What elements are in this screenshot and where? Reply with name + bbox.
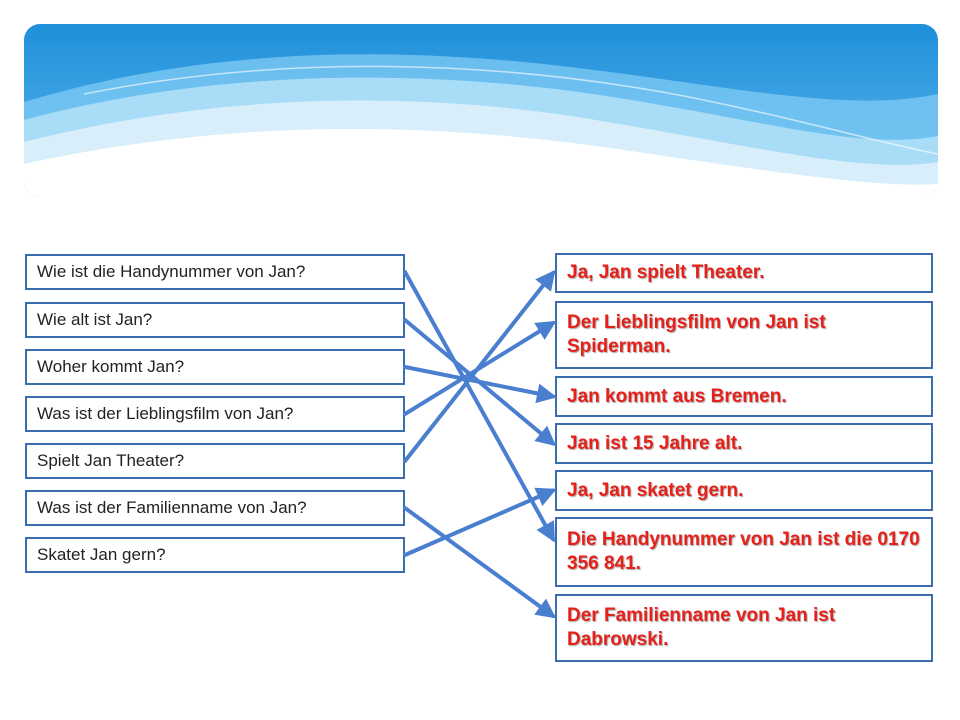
question-label: Was ist der Familienname von Jan? [37, 498, 307, 517]
question-box-2[interactable] [25, 302, 405, 338]
question-label: Wie ist die Handynummer von Jan? [37, 262, 306, 281]
question-label: Skatet Jan gern? [37, 545, 166, 564]
header-wave-banner [24, 24, 938, 196]
arrow-q6-a7 [405, 508, 553, 616]
question-label: Woher kommt Jan? [37, 357, 185, 376]
question-box-6[interactable] [25, 490, 405, 526]
arrow-q3-a3 [405, 367, 553, 397]
answer-box-4[interactable] [555, 423, 933, 464]
answer-label: Der Familienname von Jan ist Dabrowski. [567, 605, 836, 650]
arrow-q5-a1 [405, 273, 553, 461]
question-label: Spielt Jan Theater? [37, 451, 185, 470]
arrow-q4-a2 [405, 323, 553, 414]
arrow-q2-a4 [405, 320, 553, 444]
question-label: Was ist der Lieblingsfilm von Jan? [37, 404, 294, 423]
answer-label: Die Handynummer von Jan ist die 0170 356 841. [567, 529, 920, 574]
answer-label: Ja, Jan skatet gern. [567, 479, 744, 501]
answer-box-7[interactable] [555, 594, 933, 662]
answer-label: Jan kommt aus Bremen. [567, 385, 787, 407]
answer-box-5[interactable] [555, 470, 933, 511]
answer-label: Der Lieblingsfilm von Jan ist Spiderman. [567, 312, 826, 357]
question-box-4[interactable] [25, 396, 405, 432]
arrow-q1-a6 [405, 272, 553, 539]
answer-box-2[interactable] [555, 301, 933, 369]
question-box-3[interactable] [25, 349, 405, 385]
question-box-5[interactable] [25, 443, 405, 479]
question-label: Wie alt ist Jan? [37, 310, 153, 329]
answer-label: Ja, Jan spielt Theater. [567, 262, 765, 283]
arrow-q7-a5 [405, 491, 553, 556]
answer-box-1[interactable] [555, 253, 933, 293]
answer-box-3[interactable] [555, 376, 933, 417]
answer-box-6[interactable] [555, 517, 933, 587]
question-box-7[interactable] [25, 537, 405, 573]
answer-label: Jan ist 15 Jahre alt. [567, 432, 743, 454]
question-box-1[interactable] [25, 254, 405, 290]
